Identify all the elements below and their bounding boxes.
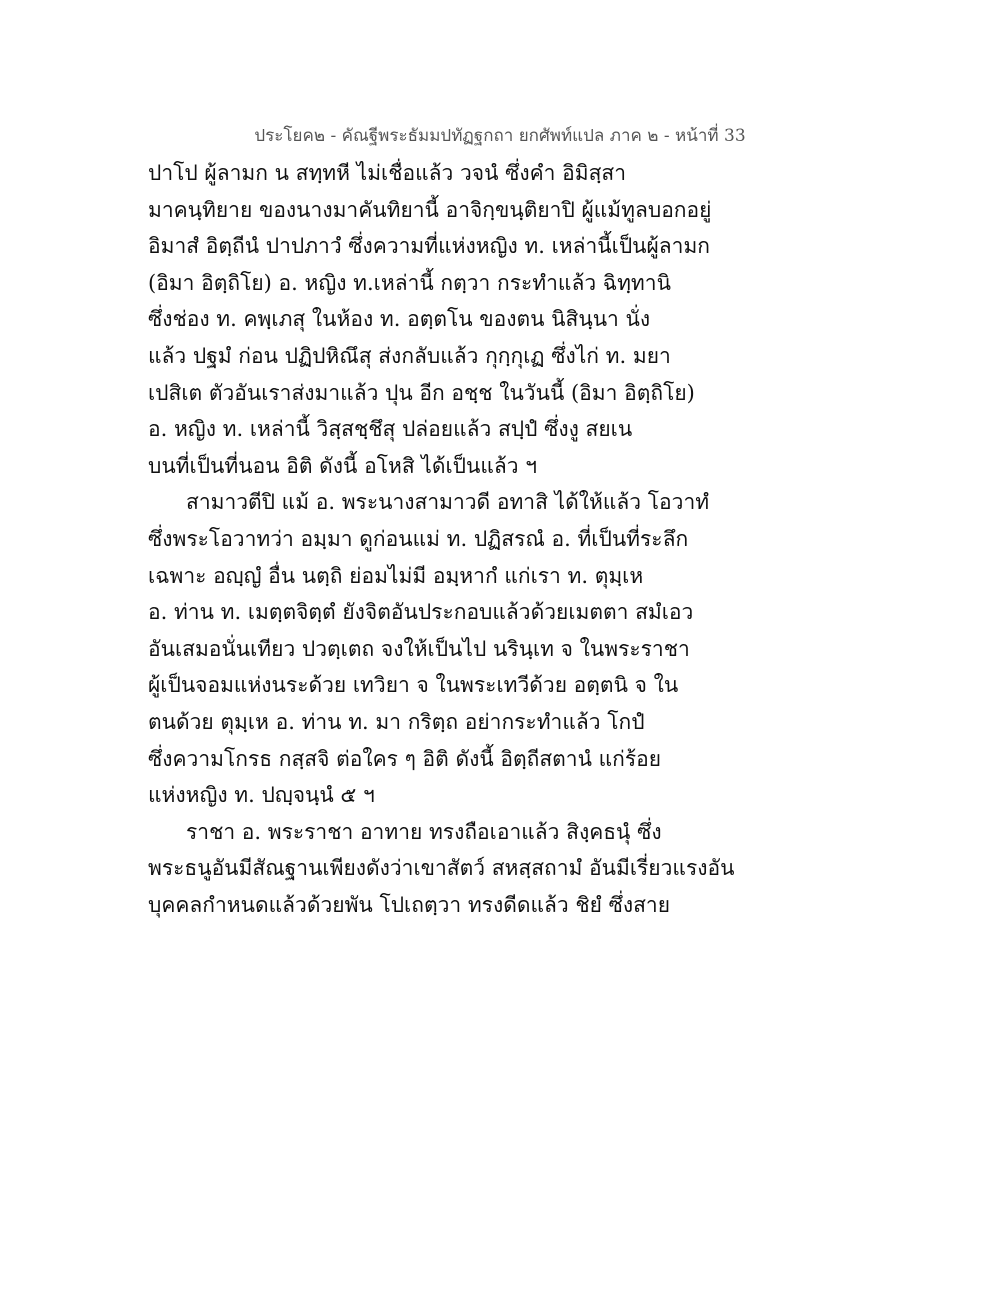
page-header: ประโยค๒ - คัณฐีพระธัมมปทัฏฐกถา ยกศัพท์แปล ภาค ๒ - หน้าที่ 33 xyxy=(254,126,746,146)
text-line: อ. ท่าน ท. เมตฺตจิตฺตํ ยังจิตอันประกอบแล้วด้วยเมตตา สมํเอว xyxy=(148,600,694,625)
text-line: ซึ่งความโกรธ กสฺสจิ ต่อใคร ๆ อิติ ดังนี้ อิตฺถีสตานํ แก่ร้อย xyxy=(148,746,662,771)
text-line: บนที่เป็นที่นอน อิติ ดังนี้ อโหสิ ได้เป็นแล้ว ฯ xyxy=(148,453,538,478)
text-line: ซึ่งพระโอวาทว่า อมฺมา ดูก่อนแม่ ท. ปฏิสรณํ อ. ที่เป็นที่ระลึก xyxy=(148,526,689,551)
paragraph-start-line: ราชา อ. พระราชา อาทาย ทรงถือเอาแล้ว สิงฺคธนุํ ซึ่ง xyxy=(186,819,662,844)
text-line: อิมาสํ อิตฺถีนํ ปาปภาวํ ซึ่งความที่แห่งหญิง ท. เหล่านี้เป็นผู้ลามก xyxy=(148,234,711,259)
text-line: ตนด้วย ตุมฺเห อ. ท่าน ท. มา กริตฺถ อย่ากระทำแล้ว โกปํ xyxy=(148,709,645,734)
text-line: เฉพาะ อญฺญํ อื่น นตฺถิ ย่อมไม่มี อมฺหากํ แก่เรา ท. ตุมฺเห xyxy=(148,563,644,588)
text-line: ปาโป ผู้ลามก น สทฺทหี ไม่เชื่อแล้ว วจนํ ซึ่งคำ อิมิสฺสา xyxy=(148,161,627,185)
text-line: อันเสมอนั่นเทียว ปวตฺเตถ จงให้เป็นไป นรินฺเท จ ในพระราชา xyxy=(148,636,690,661)
text-line: ผู้เป็นจอมแห่งนระด้วย เทวิยา จ ในพระเทวีด้วย อตฺตนิ จ ใน xyxy=(148,673,679,698)
text-line: แห่งหญิง ท. ปญฺจนฺนํ ๕ ฯ xyxy=(148,783,375,808)
text-line: (อิมา อิตฺถิโย) อ. หญิง ท.เหล่านี้ กตฺวา กระทำแล้ว ฉิทฺทานิ xyxy=(148,270,671,295)
text-line: แล้ว ปฐมํ ก่อน ปฏิปหิณึสุ ส่งกลับแล้ว กุกฺกุเฏ ซึ่งไก่ ท. มยา xyxy=(148,343,671,368)
body-text xyxy=(148,155,868,923)
paragraph-start-line: สามาวตีปิ แม้ อ. พระนางสามาวดี อทาสิ ได้ให้แล้ว โอวาทํ xyxy=(186,490,710,515)
text-line: เปสิเต ตัวอันเราส่งมาแล้ว ปุน อีก อชฺช ในวันนี้ (อิมา อิตฺถิโย) xyxy=(148,380,695,405)
text-line: ซึ่งช่อง ท. คพฺเภสุ ในห้อง ท. อตฺตโน ของตน นิสินฺนา นั่ง xyxy=(148,307,651,332)
text-line: มาคนฺทิยาย ของนางมาคันทิยานี้ อาจิกฺขนฺติยาปิ ผู้แม้ทูลบอกอยู่ xyxy=(148,197,712,222)
text-line: บุคคลกำหนดแล้วด้วยพัน โปเถตฺวา ทรงดีดแล้ว ชิยํ ซึ่งสาย xyxy=(148,892,671,917)
text-line: อ. หญิง ท. เหล่านี้ วิสฺสชฺชึสุ ปล่อยแล้ว สปฺปํ ซึ่งงู สยเน xyxy=(148,417,633,442)
text-line: พระธนูอันมีสัณฐานเพียงดังว่าเขาสัตว์ สหสฺสถามํ อันมีเรี่ยวแรงอัน xyxy=(148,856,735,881)
